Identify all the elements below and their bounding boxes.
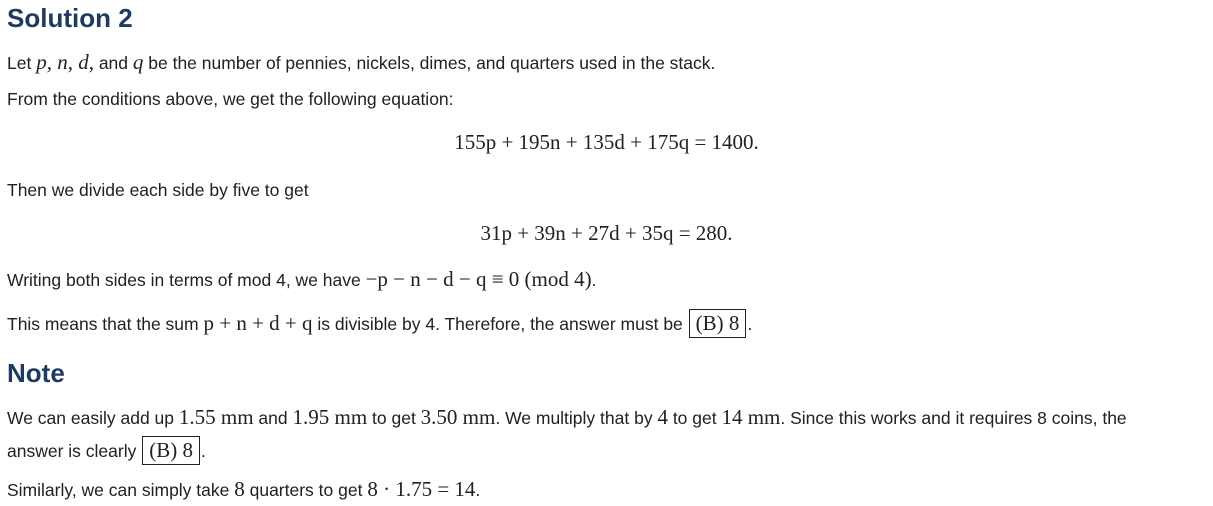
- note-text-2: and: [253, 408, 293, 428]
- note-heading: Note: [7, 358, 65, 388]
- solution-heading: Solution 2: [7, 3, 133, 33]
- note-line-3: [7, 478, 480, 501]
- note-text-4: . We multiply that by: [495, 408, 658, 428]
- conclusion-end: .: [747, 314, 753, 334]
- note-text-1: We can easily add up: [7, 408, 179, 428]
- definition-line: [7, 51, 715, 74]
- definition-and: and: [93, 53, 133, 73]
- conclusion-line: [7, 309, 752, 338]
- mod-line: [7, 268, 597, 291]
- note-text-5: to get: [667, 408, 722, 428]
- var-q-math: q: [132, 50, 144, 74]
- similar-math-1: 8: [234, 477, 245, 501]
- definition-suffix: be the number of pennies, nickels, dimes, and quarters used in the stack.: [143, 53, 716, 73]
- note-line-1: [7, 406, 1127, 429]
- similar-text-2: quarters to get: [244, 480, 368, 500]
- equation-2: 31p + 39n + 27d + 35q = 280.: [480, 221, 733, 245]
- similar-math-2: 8 · 1.75 = 14: [367, 477, 476, 501]
- note-math-1: 1.55 mm: [178, 405, 254, 429]
- note-answer-text: answer is clearly: [7, 441, 142, 461]
- boxed-answer: (B) 8: [689, 309, 747, 338]
- conclusion-text-b: is divisible by 4. Therefore, the answer must be: [312, 314, 688, 334]
- definition-prefix: Let: [7, 53, 37, 73]
- equation-1: 155p + 195n + 135d + 175q = 1400.: [454, 130, 759, 154]
- mod-text: Writing both sides in terms of mod 4, we have: [7, 270, 366, 290]
- divide-line: Then we divide each side by five to get: [7, 180, 309, 200]
- note-math-2: 1.95 mm: [292, 405, 368, 429]
- note-math-5: 14 mm: [721, 405, 781, 429]
- note-math-3: 3.50 mm: [420, 405, 496, 429]
- similar-end: .: [475, 480, 481, 500]
- similar-text-1: Similarly, we can simply take: [7, 480, 235, 500]
- mod-end: .: [591, 270, 597, 290]
- conditions-line: From the conditions above, we get the following equation:: [7, 89, 454, 109]
- var-list-math: p, n, d,: [36, 50, 94, 74]
- note-math-4: 4: [657, 405, 668, 429]
- note-line-2: [7, 436, 206, 465]
- conclusion-text-a: This means that the sum: [7, 314, 204, 334]
- sum-math: p + n + d + q: [203, 311, 313, 335]
- note-boxed-answer: (B) 8: [142, 436, 200, 465]
- note-answer-end: .: [200, 441, 206, 461]
- note-text-3: to get: [367, 408, 421, 428]
- note-text-6: . Since this works and it requires 8 coins, the: [780, 408, 1127, 428]
- mod-math: −p − n − d − q ≡ 0 (mod 4): [365, 267, 592, 291]
